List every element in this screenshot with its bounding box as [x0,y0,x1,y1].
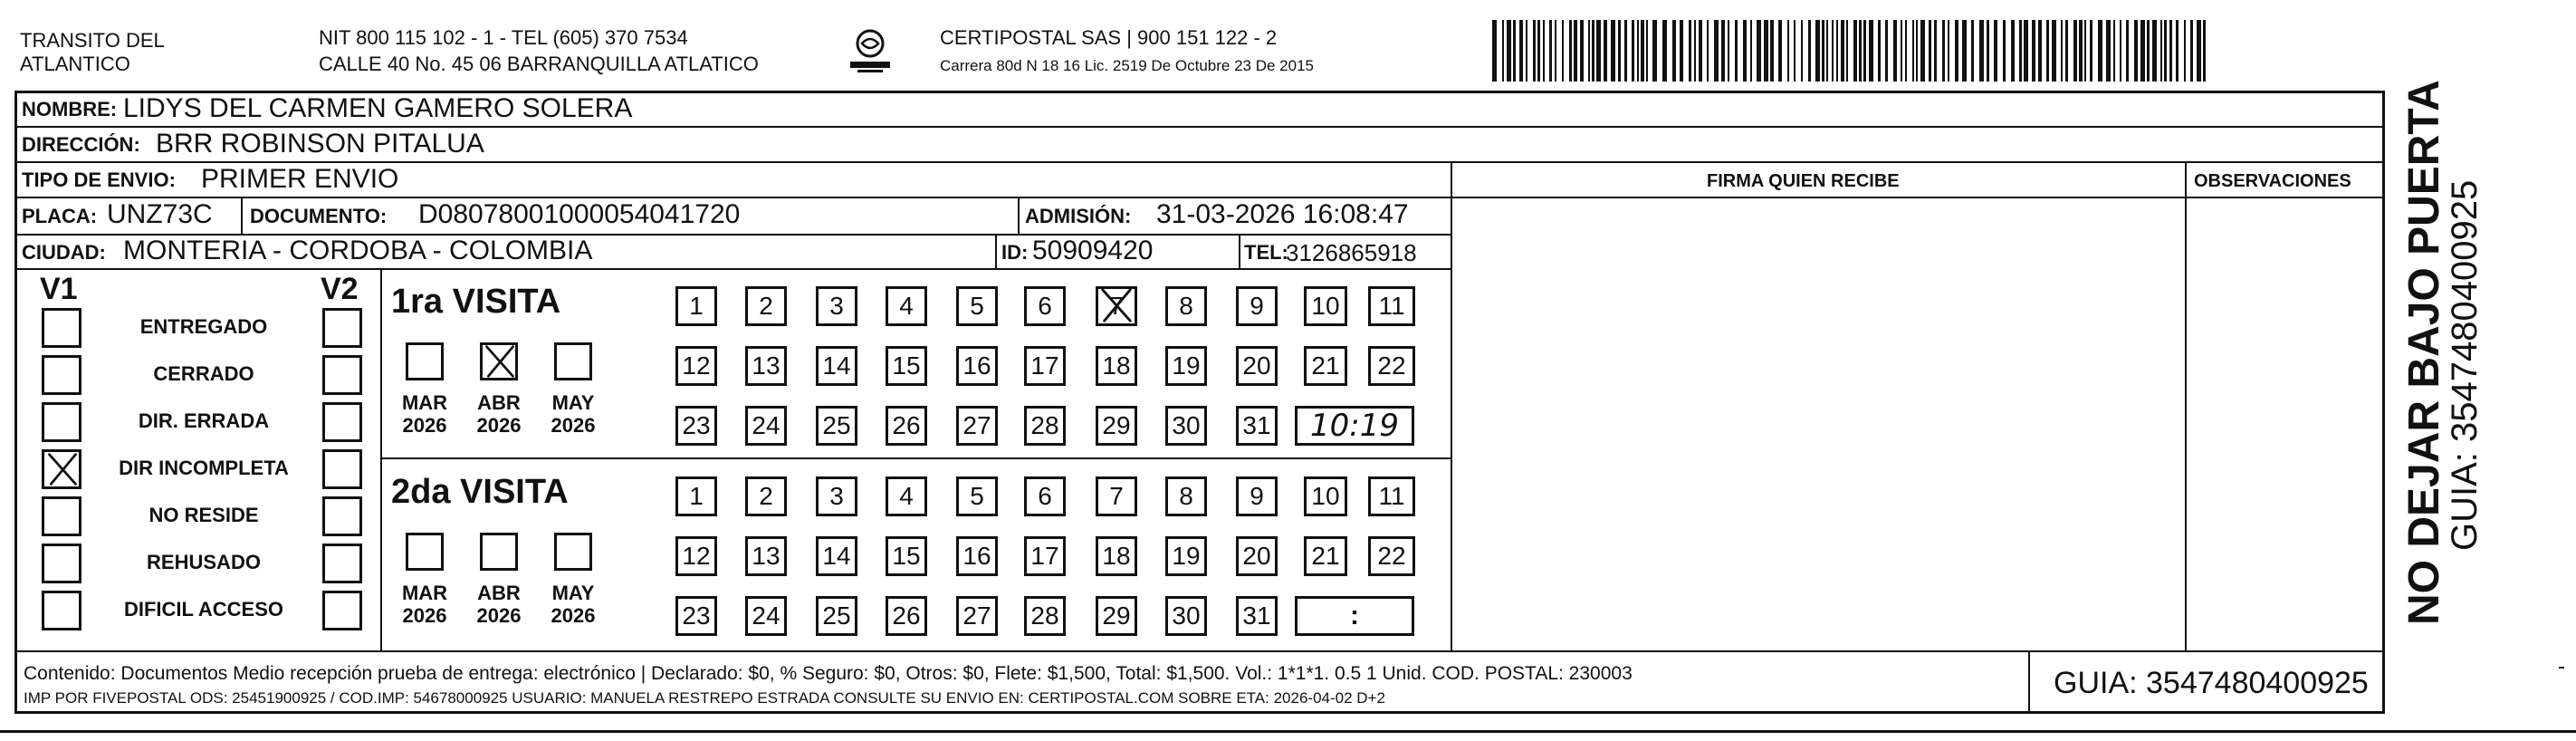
status-label: ENTREGADO [139,315,268,338]
direccion-value: BRR ROBINSON PITALUA [156,129,484,159]
tel-label: TEL: [1244,241,1288,264]
month-checkbox[interactable] [554,342,592,380]
day-box[interactable]: 27 [956,596,998,636]
admision-value: 31-03-2026 16:08:47 [1156,199,1409,229]
day-box[interactable]: 18 [1096,346,1137,386]
admision-label: ADMISIÓN: [1025,205,1132,227]
day-box[interactable]: 21 [1304,346,1347,386]
day-box[interactable]: 31 [1236,406,1278,446]
month-label: MAR 2026 [401,391,448,438]
documento-label: DOCUMENTO: [250,205,388,227]
day-box[interactable]: 13 [745,536,787,576]
nombre-value: LIDYS DEL CARMEN GAMERO SOLERA [123,93,633,123]
visit-time: 10:19 [1310,408,1399,444]
month-checkbox[interactable] [554,533,592,571]
day-box[interactable]: 1 [675,286,717,326]
day-box[interactable]: 11 [1368,286,1415,326]
placa-label: PLACA: [22,205,98,227]
day-box[interactable]: 29 [1096,596,1137,636]
day-box[interactable]: 7 [1096,476,1137,516]
ciudad-label: CIUDAD: [22,241,106,264]
tipo-envio-value: PRIMER ENVIO [201,164,399,194]
day-box[interactable]: 30 [1165,596,1207,636]
v1-checkbox[interactable] [42,449,81,489]
day-box[interactable]: 22 [1368,346,1415,386]
day-box[interactable]: 23 [675,596,717,636]
tipo-envio-label: TIPO DE ENVIO: [22,168,176,191]
certipostal-logo [847,27,894,74]
time-box[interactable] [1295,596,1414,636]
month-checkbox[interactable] [406,533,444,571]
day-box[interactable]: 25 [816,596,857,636]
day-box[interactable]: 6 [1024,476,1066,516]
month-label: ABR 2026 [476,582,522,628]
month-label: MAY 2026 [551,391,596,438]
v2-checkbox[interactable] [322,402,362,442]
day-box[interactable]: 11 [1368,476,1415,516]
day-box[interactable]: 10 [1304,476,1347,516]
day-box[interactable]: 14 [816,346,857,386]
agency-name-line1: TRANSITO DEL [20,29,165,52]
day-box[interactable]: 17 [1024,536,1066,576]
day-box[interactable]: 30 [1165,406,1207,446]
nit-phone-line: NIT 800 115 102 - 1 - TEL (605) 370 7534 [319,26,688,49]
v2-checkbox[interactable] [322,544,362,583]
day-box[interactable]: 20 [1236,346,1278,386]
time-box[interactable] [1295,406,1414,446]
day-box[interactable]: 5 [956,476,998,516]
day-box[interactable]: 9 [1236,286,1278,326]
v2-checkbox[interactable] [322,591,362,630]
footer-print-line: IMP POR FIVEPOSTAL ODS: 25451900925 / COD.IMP: 54678000925 USUARIO: MANUELA RESTREPO ESTRADA CONSULTE SU ENVIO EN: CERTIPOSTAL.COM SOBRE ETA: 2026-04-02 D+2 [24,689,1385,707]
day-box[interactable]: 4 [886,476,927,516]
day-box[interactable]: 6 [1024,286,1066,326]
day-box[interactable]: 28 [1024,596,1066,636]
day-box[interactable]: 8 [1165,286,1207,326]
v2-checkbox[interactable] [322,308,362,348]
day-box[interactable]: 15 [886,536,927,576]
status-label: REHUSADO [147,551,261,573]
visit-time: : [1350,601,1359,630]
day-box[interactable]: 21 [1304,536,1347,576]
v2-checkbox[interactable] [322,355,362,395]
carrier-line: CERTIPOSTAL SAS | 900 151 122 - 2 [940,26,1278,49]
direccion-label: DIRECCIÓN: [22,133,140,156]
v1-label: V1 [40,272,78,306]
firma-header: FIRMA QUIEN RECIBE [1707,171,1900,191]
id-value: 50909420 [1032,236,1154,265]
day-box[interactable]: 5 [956,286,998,326]
v1-checkbox[interactable] [42,308,81,348]
day-box[interactable]: 9 [1236,476,1278,516]
v1-checkbox[interactable] [42,591,81,630]
status-label: DIR. ERRADA [138,409,270,432]
month-checkbox[interactable] [480,533,518,571]
status-label: DIR INCOMPLETA [119,457,289,479]
day-box[interactable]: 23 [675,406,717,446]
day-box[interactable]: 27 [956,406,998,446]
day-box[interactable]: 13 [745,346,787,386]
day-box[interactable]: 12 [675,536,717,576]
no-dejar-bajo-puerta: NO DEJAR BAJO PUERTA [2400,80,2448,625]
agency-name-line2: ATLANTICO [20,53,130,75]
status-label: NO RESIDE [148,504,259,526]
day-box[interactable]: 8 [1165,476,1207,516]
v1-checkbox[interactable] [42,496,81,536]
day-box[interactable]: 18 [1096,536,1137,576]
edge-tick [2559,667,2564,669]
v1-checkbox[interactable] [42,544,81,583]
month-checkbox[interactable] [406,342,444,380]
side-guia: GUIA: 3547480400925 [2445,179,2485,551]
nombre-label: NOMBRE: [22,98,118,120]
day-box[interactable]: 3 [816,476,857,516]
footer-guia: GUIA: 3547480400925 [2054,666,2369,700]
day-box[interactable]: 26 [886,596,927,636]
tel-value: 3126865918 [1286,239,1417,266]
visit-title: 2da VISITA [391,473,569,511]
visit-title: 1ra VISITA [391,283,561,321]
v1-checkbox[interactable] [42,402,81,442]
day-box[interactable]: 25 [816,406,857,446]
v2-checkbox[interactable] [322,449,362,489]
agency-address-line: CALLE 40 No. 45 06 BARRANQUILLA ATLATICO [319,53,759,75]
observaciones-header: OBSERVACIONES [2194,171,2351,191]
v2-label: V2 [321,272,359,306]
day-box[interactable]: 26 [886,406,927,446]
v2-checkbox[interactable] [322,496,362,536]
day-box[interactable]: 22 [1368,536,1415,576]
month-label: MAR 2026 [401,582,448,628]
day-box[interactable]: 24 [745,596,787,636]
day-box[interactable]: 16 [956,346,998,386]
id-label: ID: [1001,241,1029,264]
day-box[interactable]: 19 [1165,536,1207,576]
month-checkbox[interactable] [480,342,518,380]
day-box[interactable]: 17 [1024,346,1066,386]
day-box[interactable]: 14 [816,536,857,576]
month-label: MAY 2026 [551,582,596,628]
day-box[interactable]: 28 [1024,406,1066,446]
day-box[interactable]: 20 [1236,536,1278,576]
day-box[interactable]: 12 [675,346,717,386]
barcode [1492,20,2207,82]
day-box[interactable]: 24 [745,406,787,446]
day-box[interactable]: 2 [745,286,787,326]
status-label: DIFICIL ACCESO [123,598,283,621]
day-box[interactable]: 2 [745,476,787,516]
documento-value: D08078001000054041720 [418,199,741,229]
ciudad-value: MONTERIA - CORDOBA - COLOMBIA [123,236,593,265]
day-box[interactable]: 10 [1304,286,1347,326]
license-line: Carrera 80d N 18 16 Lic. 2519 De Octubre 23 De 2015 [940,57,1314,74]
day-box[interactable]: 1 [675,476,717,516]
day-box[interactable]: 3 [816,286,857,326]
day-box[interactable]: 7 [1096,286,1137,326]
day-box[interactable]: 31 [1236,596,1278,636]
footer-content-line: Contenido: Documentos Medio recepción prueba de entrega: electrónico | Declarado: $0, % Seguro: $0, Otros: $0, Flete: $1,500, Total: $1,500. Vol.: 1*1*1. 0.5 1 Unid. COD. POSTAL: 230003 [24,663,1633,684]
bottom-separator [0,730,2576,733]
day-box[interactable]: 19 [1165,346,1207,386]
month-label: ABR 2026 [476,391,522,438]
day-box[interactable]: 29 [1096,406,1137,446]
status-label: CERRADO [153,362,254,385]
day-box[interactable]: 4 [886,286,927,326]
day-box[interactable]: 16 [956,536,998,576]
day-box[interactable]: 15 [886,346,927,386]
v1-checkbox[interactable] [42,355,81,395]
placa-value: UNZ73C [107,199,213,229]
